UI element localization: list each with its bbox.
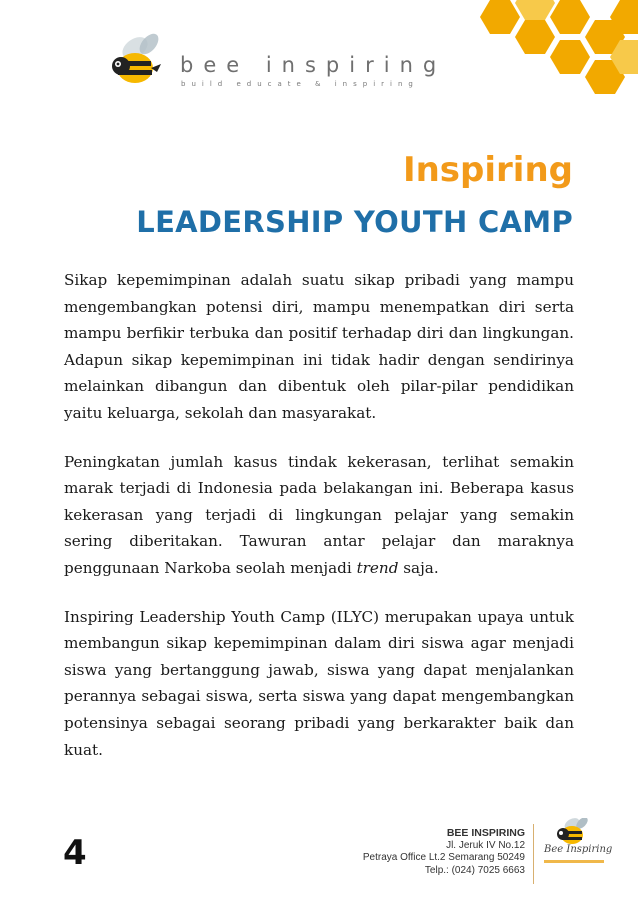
footer-divider <box>533 824 534 884</box>
paragraph-1: Sikap kepemimpinan adalah suatu sikap pribadi yang mampu mengembangkan potensi diri, mampu menempatkan diri serta mampu berfikir terbuka dan positif terhadap diri dan lingkungan. Adapun sikap kepemimpinan ini tidak hadir dengan sendirinya melainkan dibangun dan dibentuk oleh pilar-pilar pendidikan yaitu keluarga, sekolah dan masyarakat. <box>64 271 574 422</box>
phone-number: Telp.: (024) 7025 6663 <box>424 864 525 876</box>
paragraph-2-italic: trend <box>356 558 399 577</box>
paragraph-3: Inspiring Leadership Youth Camp (ILYC) merupakan upaya untuk membangun sikap kepemimpinan dalam diri siswa agar menjadi siswa yang bertanggung jawab, siswa yang dapat menjalankan perannya sebagai siswa, serta siswa yang dapat mengembangkan potensinya sebagai seorang pribadi yang berkarakter baik dan kuat. <box>64 607 574 759</box>
paragraph-2 <box>64 449 574 582</box>
contact-block <box>363 827 525 877</box>
footer-logo-underline <box>544 860 604 863</box>
footer-logo-text: Bee Inspiring <box>544 844 613 855</box>
brand-name: bee inspiring <box>180 53 447 77</box>
body-text <box>64 267 574 785</box>
page-header <box>0 0 638 115</box>
honeycomb-decoration-icon <box>470 0 638 115</box>
title-inspiring: Inspiring <box>402 150 573 190</box>
company-name: BEE INSPIRING <box>446 827 525 839</box>
bee-logo-icon <box>105 28 171 90</box>
address-line-2: Petraya Office Lt.2 Semarang 50249 <box>362 852 525 863</box>
page-number: 4 <box>63 833 87 873</box>
paragraph-2-text: Peningkatan jumlah kasus tindak kekerasan, terlihat semakin marak terjadi di Indonesia pada belakangan ini. Beberapa kasus kekerasan yang terjadi di lingkungan pelajar yang semakin sering diberitakan. Tawuran antar pelajar dan maraknya penggunaan Narkoba seolah menjadi <box>64 452 574 577</box>
brand-tagline: build educate & inspiring <box>181 80 419 88</box>
address-line-1: Jl. Jeruk IV No.12 <box>446 839 525 851</box>
paragraph-2-end: saja. <box>398 558 439 577</box>
title-leadership-youth-camp: LEADERSHIP YOUTH CAMP <box>136 205 573 239</box>
